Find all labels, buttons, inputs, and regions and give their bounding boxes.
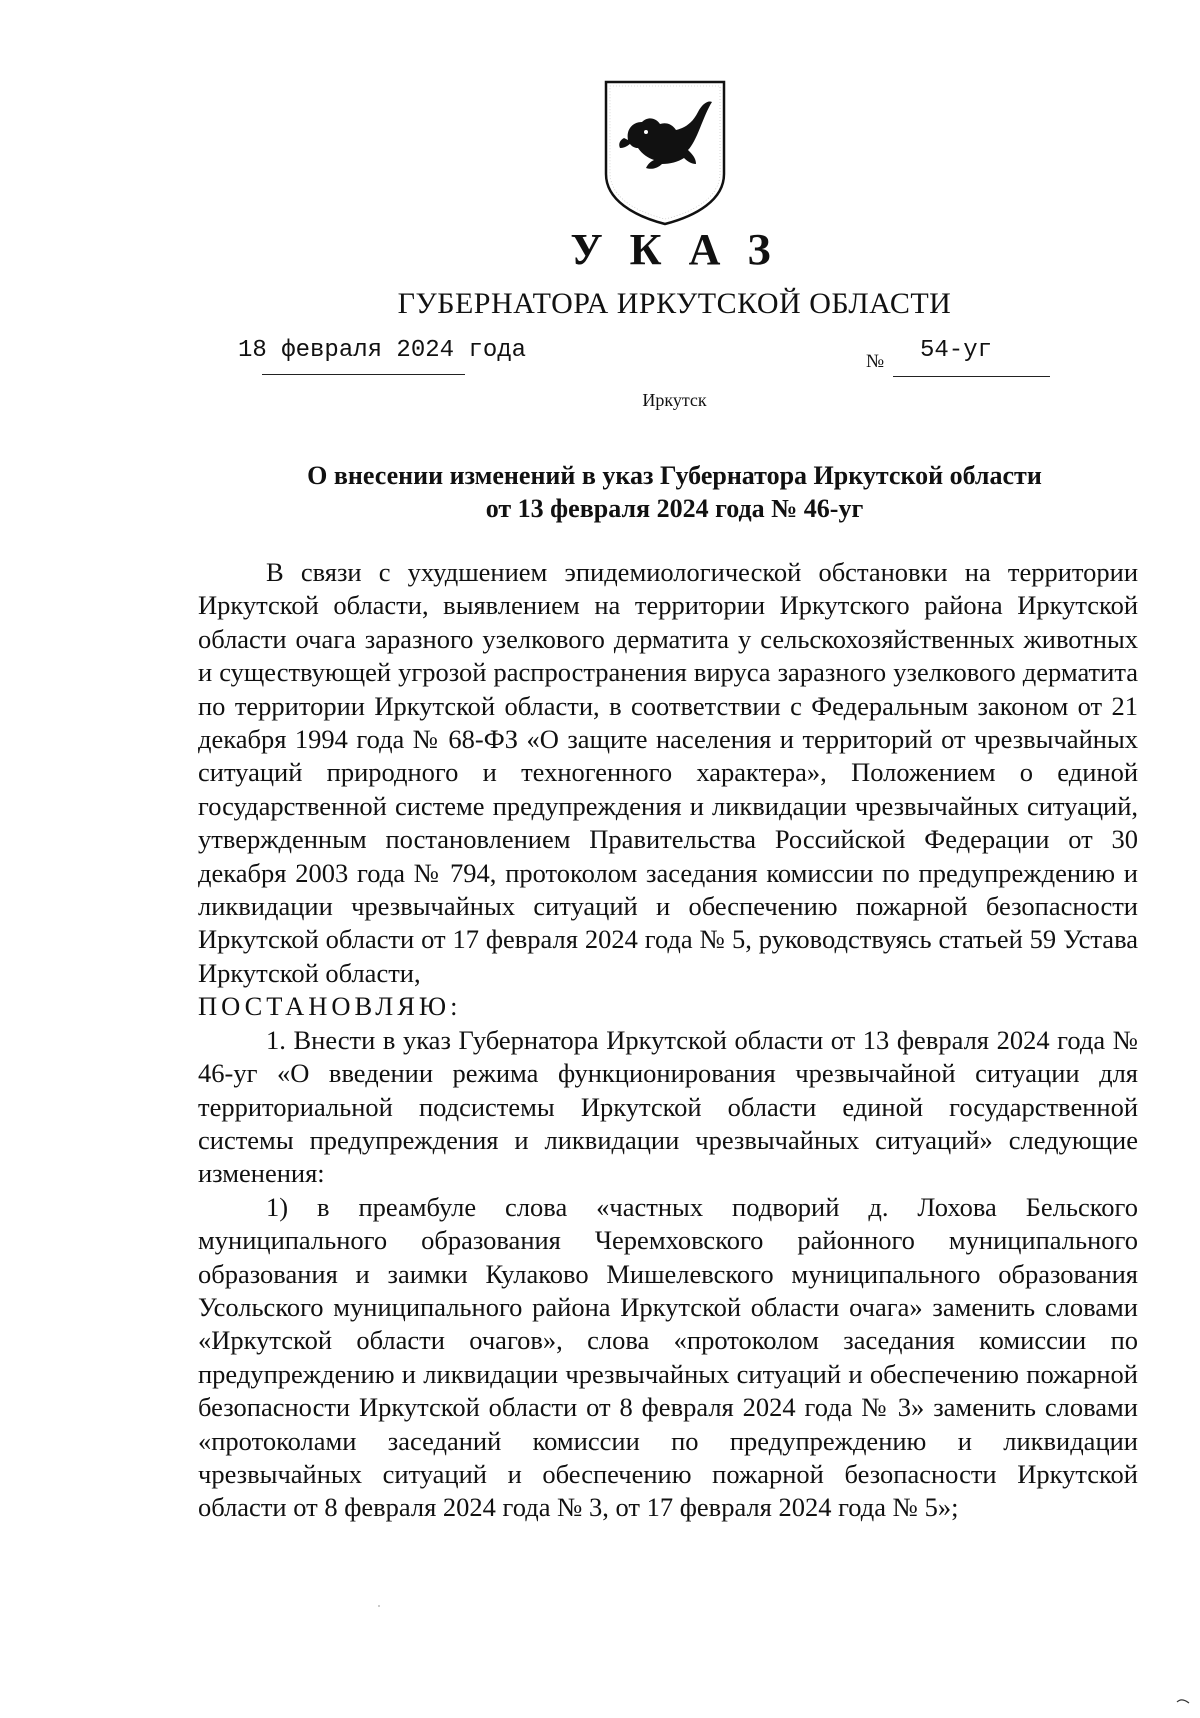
- number-underline: [893, 376, 1050, 377]
- heading-line-1: О внесении изменений в указ Губернатора Иркутской области: [307, 461, 1042, 490]
- item-1-paragraph: 1. Внести в указ Губернатора Иркутской области от 13 февраля 2024 года № 46-уг «О введении режима функционирования чрезвычайной ситуации для территориальной подсистемы Иркутской области единой государственной системы предупреждения и ликвидации чрезвычайных ситуаций» следующие изменения:: [198, 1024, 1138, 1189]
- preamble-paragraph: В связи с ухудшением эпидемиологической обстановки на территории Иркутской области, выявлением на территории Иркутского района Иркутской области очага заразного узелкового дерматита у сельскохозяйственных животных и существующей угрозой распространения вируса заразного узелкового дерматита по территории Иркутской области, в соответствии с Федеральным законом от 21 декабря 1994 года № 68-ФЗ «О защите населения и территорий от чрезвычайных ситуаций природного и техногенного характера», Положением о единой государственной системе предупреждения и ликвидации чрезвычайных ситуаций, утвержденным постановлением Правительства Российской Федерации от 30 декабря 2003 года № 794, протоколом заседания комиссии по предупреждению и ликвидации чрезвычайных ситуаций и обеспечению пожарной безопасности Иркутской области от 17 февраля 2024 года № 5, руководствуясь статьей 59 Устава Иркутской области,: [198, 557, 1138, 988]
- document-subtitle: ГУБЕРНАТОРА ИРКУТСКОЙ ОБЛАСТИ: [397, 287, 952, 320]
- document-date: 18 февраля 2024 года: [238, 337, 527, 364]
- scan-speck: [378, 1605, 380, 1607]
- document-body: [198, 556, 1138, 1525]
- subitem-1-paragraph: 1) в преамбуле слова «частных подворий д. Лохова Бельского муниципального образования Черемховского районного муниципального образования и заимки Кулаково Мишелевского муниципального образования Усольского муниципального района Иркутской области очага» заменить словами «Иркутской области очагов», слова «протоколом заседания комиссии по предупреждению и ликвидации чрезвычайных ситуаций и обеспечению пожарной безопасности Иркутской области от 8 февраля 2024 года № 3» заменить словами «протоколами заседаний комиссии по предупреждению и ликвидации чрезвычайных ситуаций и обеспечению пожарной безопасности Иркутской области от 8 февраля 2024 года № 3, от 17 февраля 2024 года № 5»;: [198, 1191, 1138, 1523]
- irkutsk-coat-of-arms-icon: [600, 78, 730, 226]
- heading-line-2: от 13 февраля 2024 года № 46-уг: [485, 494, 864, 523]
- document-title: У К А З: [570, 225, 779, 274]
- document-city: Иркутск: [642, 390, 707, 410]
- date-underline: [262, 374, 465, 375]
- number-sign: №: [866, 351, 885, 372]
- document-heading: [0, 459, 1200, 525]
- scan-corner-mark: [1176, 1698, 1190, 1704]
- resolution-keyword: ПОСТАНОВЛЯЮ:: [198, 991, 462, 1022]
- document-number: 54-уг: [920, 337, 993, 364]
